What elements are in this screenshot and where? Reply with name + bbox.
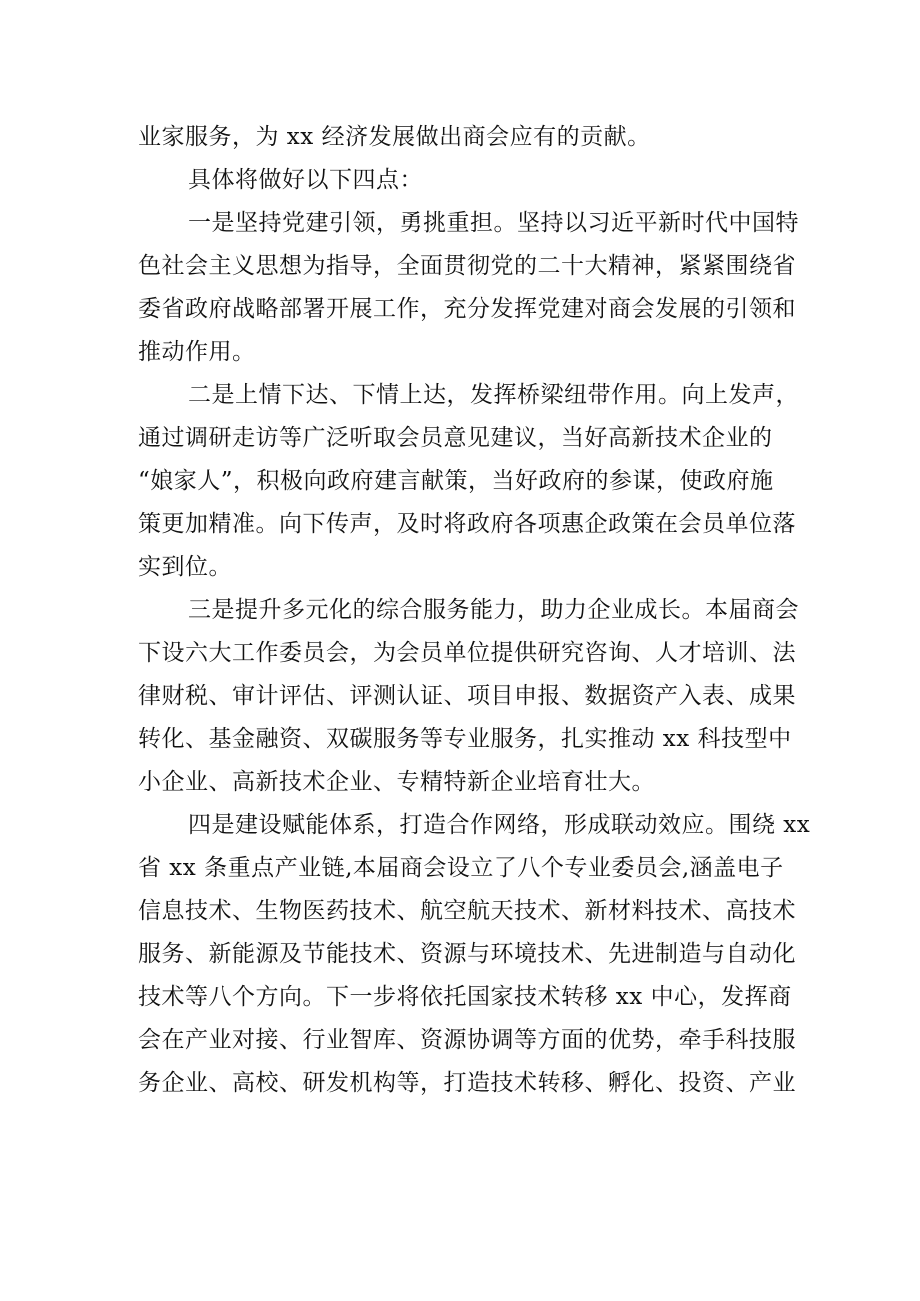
text-line: 二是上情下达、下情上达，发挥桥梁纽带作用。向上发声， <box>188 382 799 408</box>
text-line: 律财税、审计评估、评测认证、项目申报、数据资产入表、成果 <box>138 683 796 709</box>
text-line: 三是提升多元化的综合服务能力，助力企业成长。本届商会 <box>188 597 799 623</box>
text-line: 会在产业对接、行业智库、资源协调等方面的优势，牵手科技服 <box>138 1027 796 1053</box>
text-line: 业家服务，为 xx 经济发展做出商会应有的贡献。 <box>138 124 651 150</box>
text-line: 实到位。 <box>138 554 232 580</box>
document-body <box>138 116 811 1105</box>
text-line: 技术等八个方向。下一步将依托国家技术转移 xx 中心，发挥商 <box>138 984 792 1010</box>
text-line: 具体将做好以下四点： <box>188 167 423 193</box>
text-line: 通过调研走访等广泛听取会员意见建议，当好高新技术企业的 <box>138 425 773 451</box>
text-line: 委省政府战略部署开展工作，充分发挥党建对商会发展的引领和 <box>138 296 796 322</box>
text-line: 转化、基金融资、双碳服务等专业服务，扎实推动 xx 科技型中 <box>138 726 792 752</box>
text-line: 服务、新能源及节能技术、资源与环境技术、先进制造与自动化 <box>138 941 796 967</box>
text-line: “娘家人”，积极向政府建言献策，当好政府的参谋，使政府施 <box>138 468 774 494</box>
text-line: 一是坚持党建引领，勇挑重担。坚持以习近平新时代中国特 <box>188 210 799 236</box>
text-line: 色社会主义思想为指导，全面贯彻党的二十大精神，紧紧围绕省 <box>138 253 796 279</box>
text-line: 策更加精准。向下传声，及时将政府各项惠企政策在会员单位落 <box>138 511 796 537</box>
text-line: 省 xx 条重点产业链,本届商会设立了八个专业委员会,涵盖电子 <box>138 855 784 881</box>
text-line: 推动作用。 <box>138 339 256 365</box>
text-line: 下设六大工作委员会，为会员单位提供研究咨询、人才培训、法 <box>138 640 796 666</box>
text-line: 信息技术、生物医药技术、航空航天技术、新材料技术、高技术 <box>138 898 796 924</box>
text-line: 务企业、高校、研发机构等，打造技术转移、孵化、投资、产业 <box>138 1070 796 1096</box>
text-line: 小企业、高新技术企业、专精特新企业培育壮大。 <box>138 769 655 795</box>
text-line: 四是建设赋能体系，打造合作网络，形成联动效应。围绕 xx <box>188 812 811 838</box>
